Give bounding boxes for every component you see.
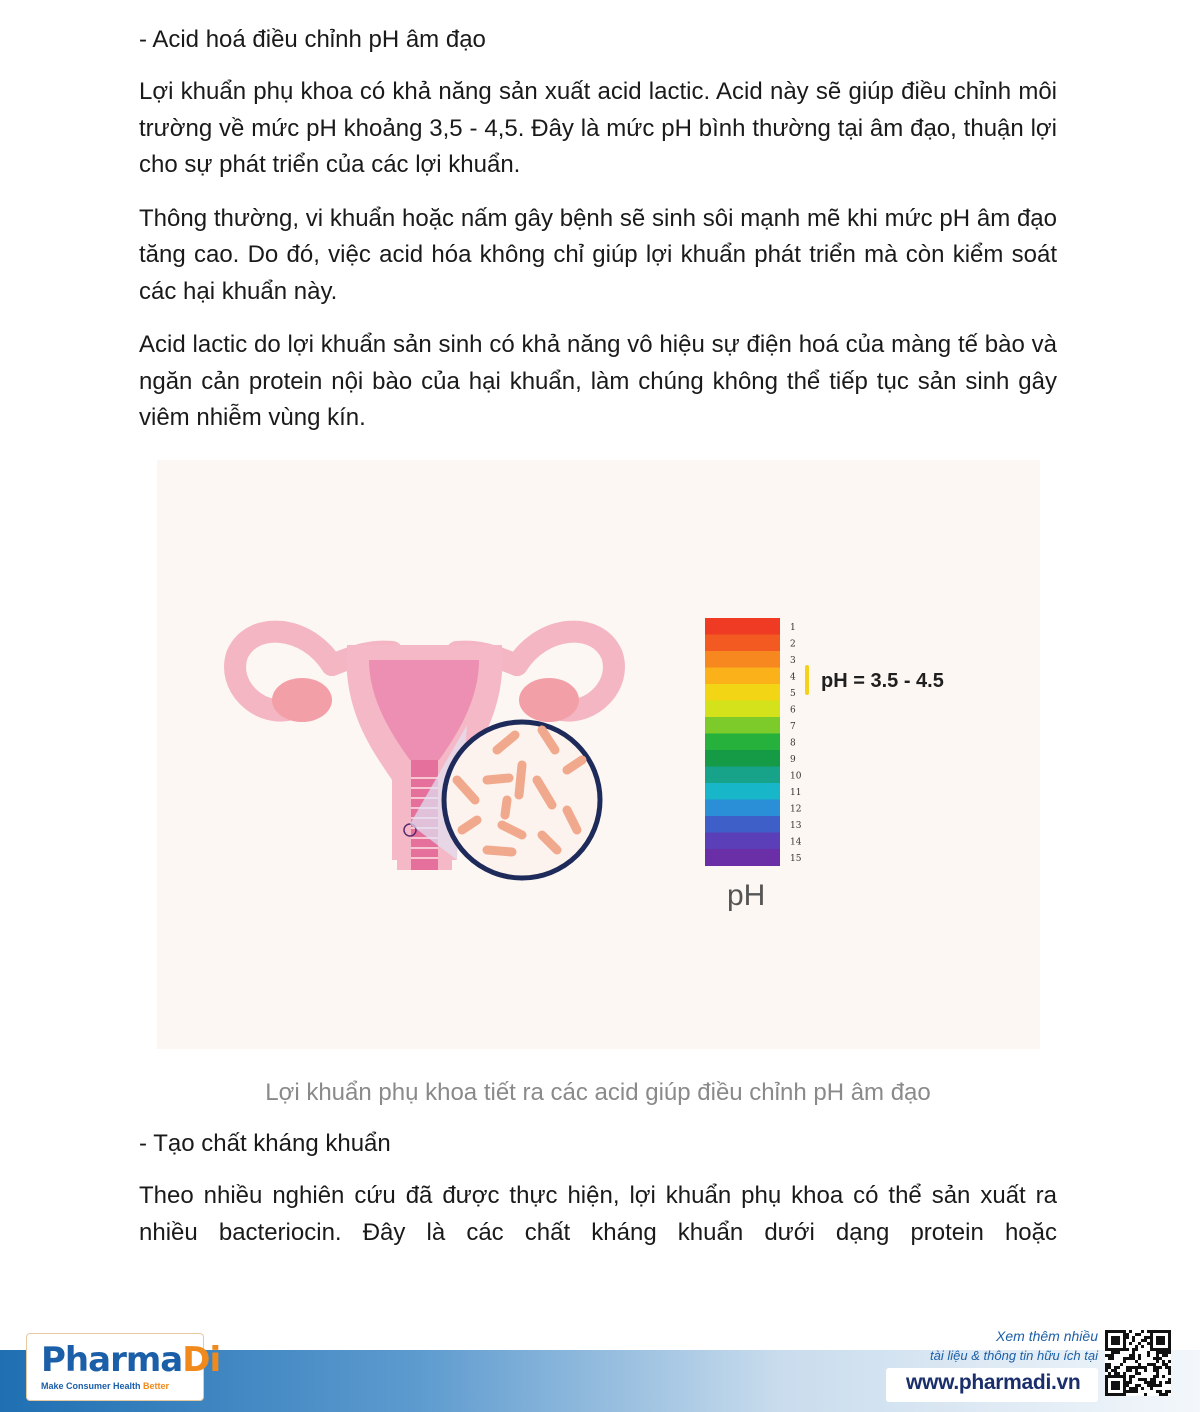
paragraph: Thông thường, vi khuẩn hoặc nấm gây bệnh sẽ sinh sôi mạnh mẽ khi mức pH âm đạo tăng cao. Do đó, việc acid hóa không chỉ giúp lợi khuẩn phát triển mà còn kiểm soát các hại khuẩn này. xyxy=(139,204,1057,305)
ph-band-1 xyxy=(705,618,780,635)
logo-tagline: Make Consumer Health Better xyxy=(41,1381,170,1391)
ph-tick-label: 3 xyxy=(790,656,796,666)
section-antibacterial xyxy=(139,1126,1057,1268)
ph-band-14 xyxy=(705,833,780,850)
ph-tick-label: 12 xyxy=(790,804,802,815)
ph-scale-numbers xyxy=(790,623,802,864)
paragraph: Lợi khuẩn phụ khoa có khả năng sản xuất acid lactic. Acid này sẽ giúp điều chỉnh môi trường về mức pH khoảng 3,5 - 4,5. Đây là mức pH bình thường tại âm đạo, thuận lợi cho sự phát triển của các lợi khuẩn. xyxy=(139,78,1057,178)
illustration-figure xyxy=(157,460,1040,1049)
ph-tick-label: 15 xyxy=(790,854,802,864)
ph-band-8 xyxy=(705,734,780,751)
ph-band-15 xyxy=(705,849,780,866)
qr-code-icon xyxy=(1105,1330,1171,1396)
ph-tick-label: 9 xyxy=(790,755,796,765)
ph-tick-label: 5 xyxy=(790,689,796,699)
bacteria-magnifier-icon xyxy=(444,722,600,878)
ph-band-3 xyxy=(705,651,780,668)
section-heading: - Acid hoá điều chỉnh pH âm đạo xyxy=(139,26,486,53)
ph-tick-label: 10 xyxy=(790,771,802,782)
uterus-ph-illustration xyxy=(157,460,1040,1049)
ph-tick-label: 8 xyxy=(790,738,796,749)
ph-tick-label: 14 xyxy=(790,837,802,848)
ph-band-12 xyxy=(705,800,780,817)
section-heading: - Tạo chất kháng khuẩn xyxy=(139,1130,391,1157)
ph-band-4 xyxy=(705,668,780,685)
ph-tick-label: 11 xyxy=(790,788,802,798)
promo-line-2: tài liệu & thông tin hữu ích tại xyxy=(930,1348,1098,1363)
ph-band-9 xyxy=(705,750,780,767)
ph-band-10 xyxy=(705,767,780,784)
ph-scale xyxy=(705,618,780,866)
ph-band-11 xyxy=(705,783,780,800)
ph-highlight-marker xyxy=(805,665,809,695)
ph-band-2 xyxy=(705,635,780,652)
ph-tick-label: 2 xyxy=(790,639,796,650)
ph-tick-label: 1 xyxy=(790,623,796,633)
pharmadi-logo xyxy=(26,1333,221,1401)
ph-band-7 xyxy=(705,717,780,734)
ph-range-label: pH = 3.5 - 4.5 xyxy=(821,670,944,692)
ph-scale-title: pH xyxy=(727,879,766,912)
ph-band-13 xyxy=(705,816,780,833)
page-footer xyxy=(0,1328,1200,1412)
figure-caption: Lợi khuẩn phụ khoa tiết ra các acid giúp điều chỉnh pH âm đạo xyxy=(265,1079,931,1106)
ph-tick-label: 4 xyxy=(790,672,796,683)
website-link[interactable]: www.pharmadi.vn xyxy=(906,1371,1081,1394)
ph-band-5 xyxy=(705,684,780,701)
ph-tick-label: 6 xyxy=(790,705,796,716)
ph-tick-label: 7 xyxy=(790,722,796,732)
ph-band-6 xyxy=(705,701,780,718)
promo-line-1: Xem thêm nhiều xyxy=(996,1328,1098,1344)
paragraph: Acid lactic do lợi khuẩn sản sinh có khả năng vô hiệu sự điện hoá của màng tế bào và ngăn cản protein nội bào của hại khuẩn, làm chúng không thể tiếp tục sản sinh gây viêm nhiễm vùng kín. xyxy=(139,331,1057,431)
section-acid xyxy=(139,22,1057,454)
logo-wordmark: PharmaDi xyxy=(41,1340,221,1380)
ph-tick-label: 13 xyxy=(790,821,802,831)
paragraph: Theo nhiều nghiên cứu đã được thực hiện, lợi khuẩn phụ khoa có thể sản xuất ra nhiều bacteriocin. Đây là các chất kháng khuẩn dưới dạng protein hoặc xyxy=(139,1182,1057,1246)
